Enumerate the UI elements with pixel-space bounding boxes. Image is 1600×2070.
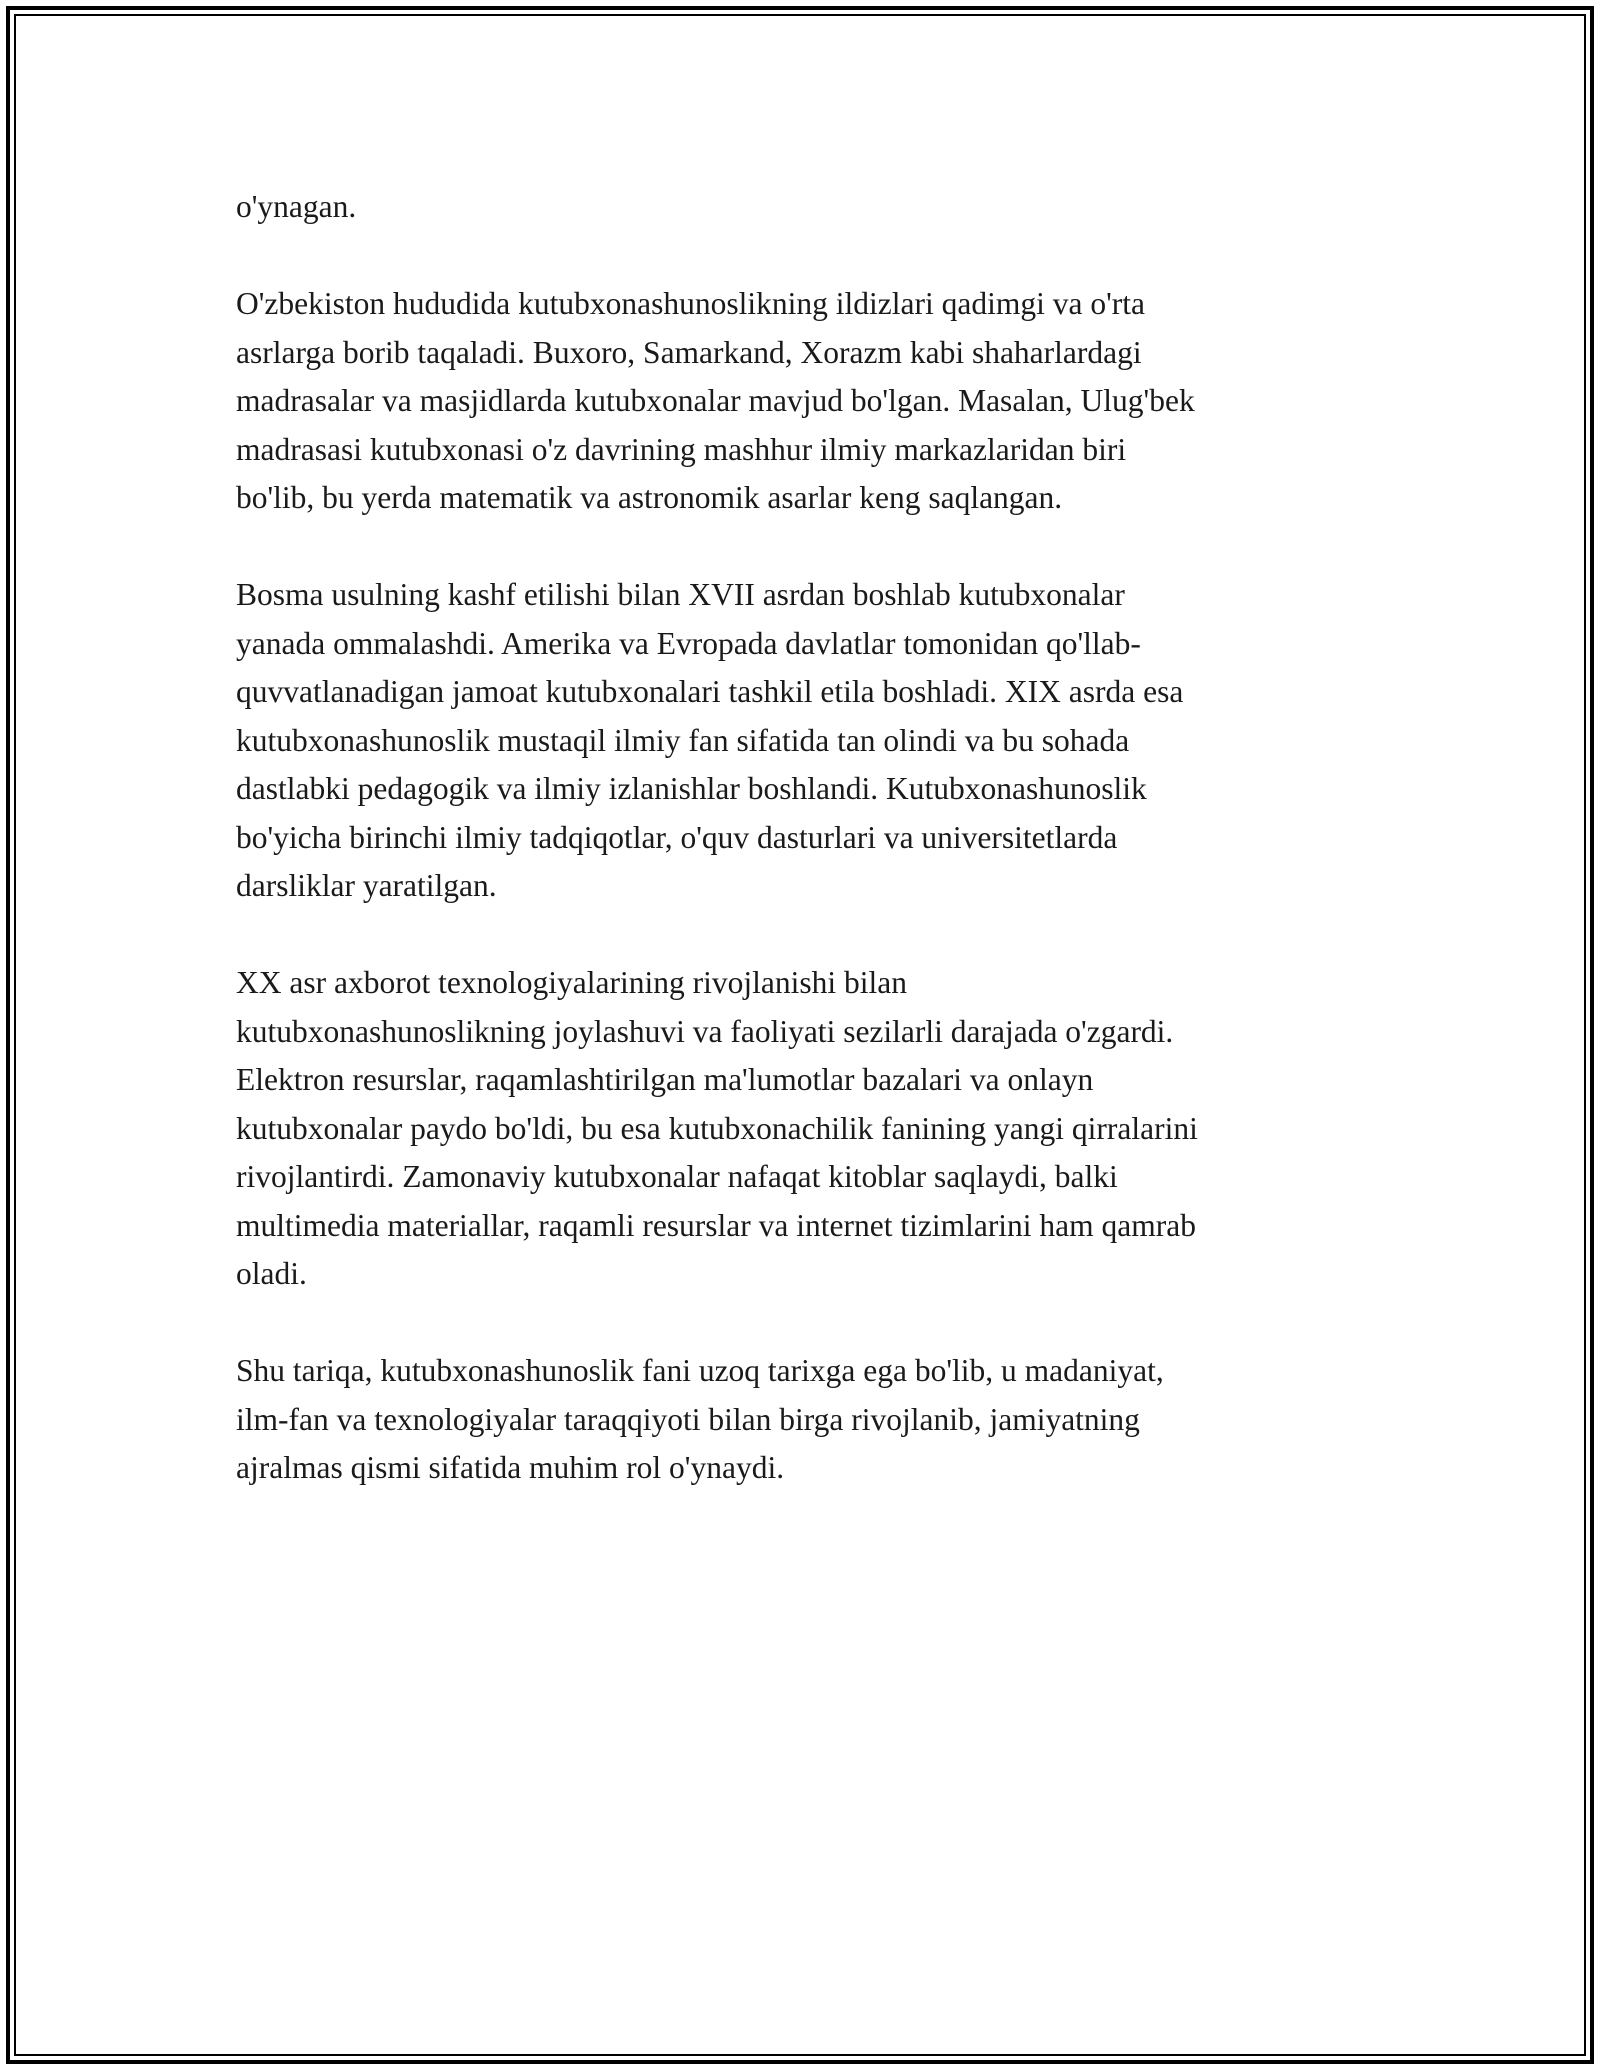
document-body [236, 183, 1366, 1541]
paragraph-uzbekistan-history: O'zbekiston hududida kutubxonashunoslikning ildizlari qadimgi va o'rta asrlarga borib taqaladi. Buxoro, Samarkand, Xorazm kabi shaharlardagi madrasalar va masjidlarda kutubxonalar mavjud bo'lgan. Masalan, Ulug'bek madrasasi kutubxonasi o'z davrining mashhur ilmiy markazlaridan biri bo'lib, bu yerda matematik va astronomik asarlar keng saqlangan. [236, 286, 1195, 515]
paragraph-conclusion: Shu tariqa, kutubxonashunoslik fani uzoq tarixga ega bo'lib, u madaniyat, ilm-fan va texnologiyalar taraqqiyoti bilan birga rivojlanib, jamiyatning ajralmas qismi sifatida muhim rol o'ynaydi. [236, 1353, 1164, 1485]
paragraph-continuation: o'ynagan. [236, 189, 357, 224]
paragraph-printing-era: Bosma usulning kashf etilishi bilan XVII asrdan boshlab kutubxonalar yanada ommalashdi. Amerika va Evropada davlatlar tomonidan qo'llab- quvvatlanadigan jamoat kutubxonalari tashkil etila boshladi. XIX asrda esa kutubxonashunoslik mustaqil ilmiy fan sifatida tan olindi va bu sohada dastlabki pedagogik va ilmiy izlanishlar boshlandi. Kutubxonashunoslik bo'yicha birinchi ilmiy tadqiqotlar, o'quv dasturlari va universitetlarda darsliklar yaratilgan. [236, 577, 1184, 903]
paragraph-20th-century: XX asr axborot texnologiyalarining rivojlanishi bilan kutubxonashunoslikning joylashuvi va faoliyati sezilarli darajada o'zgardi. Elektron resurslar, raqamlashtirilgan ma'lumotlar bazalari va onlayn kutubxonalar paydo bo'ldi, bu esa kutubxonachilik fanining yangi qirralarini rivojlantirdi. Zamonaviy kutubxonalar nafaqat kitoblar saqlaydi, balki multimedia materiallar, raqamli resurslar va internet tizimlarini ham qamrab oladi. [236, 965, 1198, 1291]
